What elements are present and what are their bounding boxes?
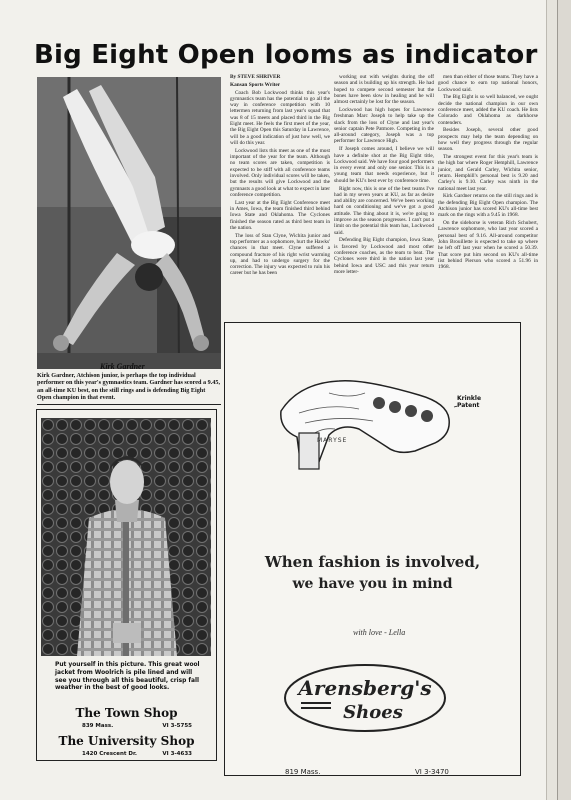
photo-caption-name: Kirk Gardner — [100, 362, 145, 371]
article-paragraph: Kirk Gardner returns on the still rings and is the defending Big Eight Open champion. The Atchison junior has scored KU's all-time best mark on the rings with a 9.45 in 1968. — [438, 193, 538, 219]
town-shop-ad — [36, 409, 217, 761]
model-illustration — [41, 418, 211, 656]
tagline-2: we have you in mind — [292, 576, 453, 592]
article-paragraph: On the sidehorse is veteran Rich Schubert, Lawrence sophomore, who last year scored a personal best of 9.16. All-around competitor John Brouillette is expected to take up where he left off last year when he scored a 50.39. That score put him second on KU's all-time list behind Pierson who scored a 51.96 in 1968. — [438, 220, 538, 271]
article-paragraph: The strongest event for this year's team is the high bar where Roger Hemphill, Lawrence junior, and Gerald Carley, Wichita senior, return. Hemphill's personal best is 9.20 and Carley's is 9.10. Carley was ninth in the national meet last year. — [438, 154, 538, 192]
article-paragraph: Lockwood lists this meet as one of the most important of the year for the team. Although no team scores are taken, competition is expected to be stiff with all conference teams involved. Only individual scores will be taken, but the results will give Lockwood and the gymnasts a good look at what to expect in later conference competition. — [230, 147, 330, 198]
ad-copy: Put yourself in this picture. This great wool jacket from Woolrich is pile lined and will see you through all this beautiful, crisp fall weather in the best of good looks. — [55, 662, 200, 692]
byline-title: Kansan Sports Writer — [230, 81, 281, 88]
tagline-1: When fashion is involved, — [264, 553, 481, 571]
store-address: 819 Mass. — [285, 768, 321, 776]
arensbergs-logo — [283, 663, 448, 733]
gymnast-illustration — [37, 77, 221, 369]
krinkle-line1: Krinkle — [457, 395, 482, 402]
krinkle-line2: Patent — [457, 402, 480, 409]
article-paragraph: Last year at the Big Eight Conference meet in Ames, Iowa, the team finished third behind Iowa State and Oklahoma. The Cyclones finished the season rated as third best team in the nation. — [230, 199, 330, 231]
article-paragraph: If Joseph comes around, I believe we will have a definite shot at the Big Eight title, Lockwood said. We have four good performers in every event and only one senior. This is a young team that needs experience, but it should be KU's best ever by conference time. — [334, 146, 434, 184]
page-edge — [557, 0, 571, 800]
article-paragraph: Lockwood has high hopes for Lawrence freshman Marc Joseph to help take up the slack from the loss of Clyne and last year's senior captain Pete Patmore. Competing in the all-around category, Joseph was a top performer for Lawrence High. — [334, 106, 434, 145]
svg-text:Arensberg's: Arensberg's — [298, 676, 432, 700]
shop-address-town — [82, 723, 192, 729]
article-paragraph: Right now, this is one of the best teams I've had in my seven years at KU, as far as desire and ability are concerned. We've been working hard on conditioning and we've got a good attitude. The thing about it is, we're going to improve as the season progresses. I can't put a limit on the potential this team has, Lockwood said. — [334, 185, 434, 236]
town-street: 839 Mass. — [82, 723, 114, 729]
photo-cutline: Kirk Gardner, Atchison junior, is perhaps the top individual performer on this year's gymnastics team. Gardner has scored a 9.45, an all-time KU best, on the still rings and is defending Big Eight Open champion in that event. — [37, 372, 221, 402]
divider-rule — [37, 404, 221, 405]
article-column-2 — [334, 74, 434, 316]
article-column-3 — [438, 74, 538, 316]
article-paragraph: The Big Eight is so well balanced, we ought decide the national champion in our own conference meet, added the KU coach. He lists Colorado and Oklahoma as darkhorse contenders. — [438, 94, 538, 126]
byline: By STEVE SHRIVER — [230, 74, 281, 80]
arensbergs-shoes-ad — [224, 322, 521, 776]
svg-text:Shoes: Shoes — [343, 702, 403, 723]
style-name: MARYSE — [317, 437, 348, 444]
shoe-illustration — [269, 363, 457, 473]
article-paragraph: The loss of Stan Clyne, Wichita junior and top performer as a sophomore, hurt the Hawks' chances in that meet. Clyne suffered a compound fracture of his right wrist warming up, and had to undergo surgery for the correction. The injury was expected to ruin his career but he has been — [230, 232, 330, 277]
university-street: 1420 Crescent Dr. — [82, 751, 138, 757]
article-paragraph: Coach Bob Lockwood thinks this year's gymnastics team has the potential to go all the way in conference competition with 10 lettermen returning from last year's squad that was 8 of 15 meets and placed third in the Big Eight meet. He feels the first meet of the year, the Big Eight Open this Saturday in Lawrence, will be a good indication of just how well, we will do this year. — [230, 89, 330, 146]
jacket-model-photo — [41, 418, 211, 656]
gymnast-photo — [37, 77, 221, 369]
shop-address-university — [82, 751, 192, 757]
store-phone: VI 3-3470 — [415, 768, 449, 776]
signature: with love - Lella — [353, 628, 406, 637]
headline: Big Eight Open looms as indicator — [34, 40, 538, 70]
town-phone: VI 3-5755 — [162, 723, 192, 729]
university-phone: VI 3-4633 — [162, 751, 192, 757]
article-column-1 — [230, 74, 330, 316]
article-paragraph: Defending Big Eight champion, Iowa State, is favored by Lockwood and most other conference coaches, as the team to beat. The Cyclones were third in the nation last year behind Iowa and USC and this year return more letter- — [334, 237, 434, 275]
article-paragraph: men than either of those teams. They have a good chance to earn top national honors, Lockwood said. — [438, 74, 538, 93]
article-paragraph: working out with weights during the off season and is building up his strength. He had hoped to compete second semester but the bones have been slow in healing and he will almost certainly be lost for the season. — [334, 74, 434, 106]
page-edge — [546, 0, 557, 800]
shop-name-town: The Town Shop — [75, 706, 178, 720]
krinkle-patent-label — [457, 395, 481, 409]
article-paragraph: Besides Joseph, several other good prospects may help the team depending on how well they progress through the regular season. — [438, 127, 538, 153]
shop-name-university: The University Shop — [58, 734, 195, 748]
